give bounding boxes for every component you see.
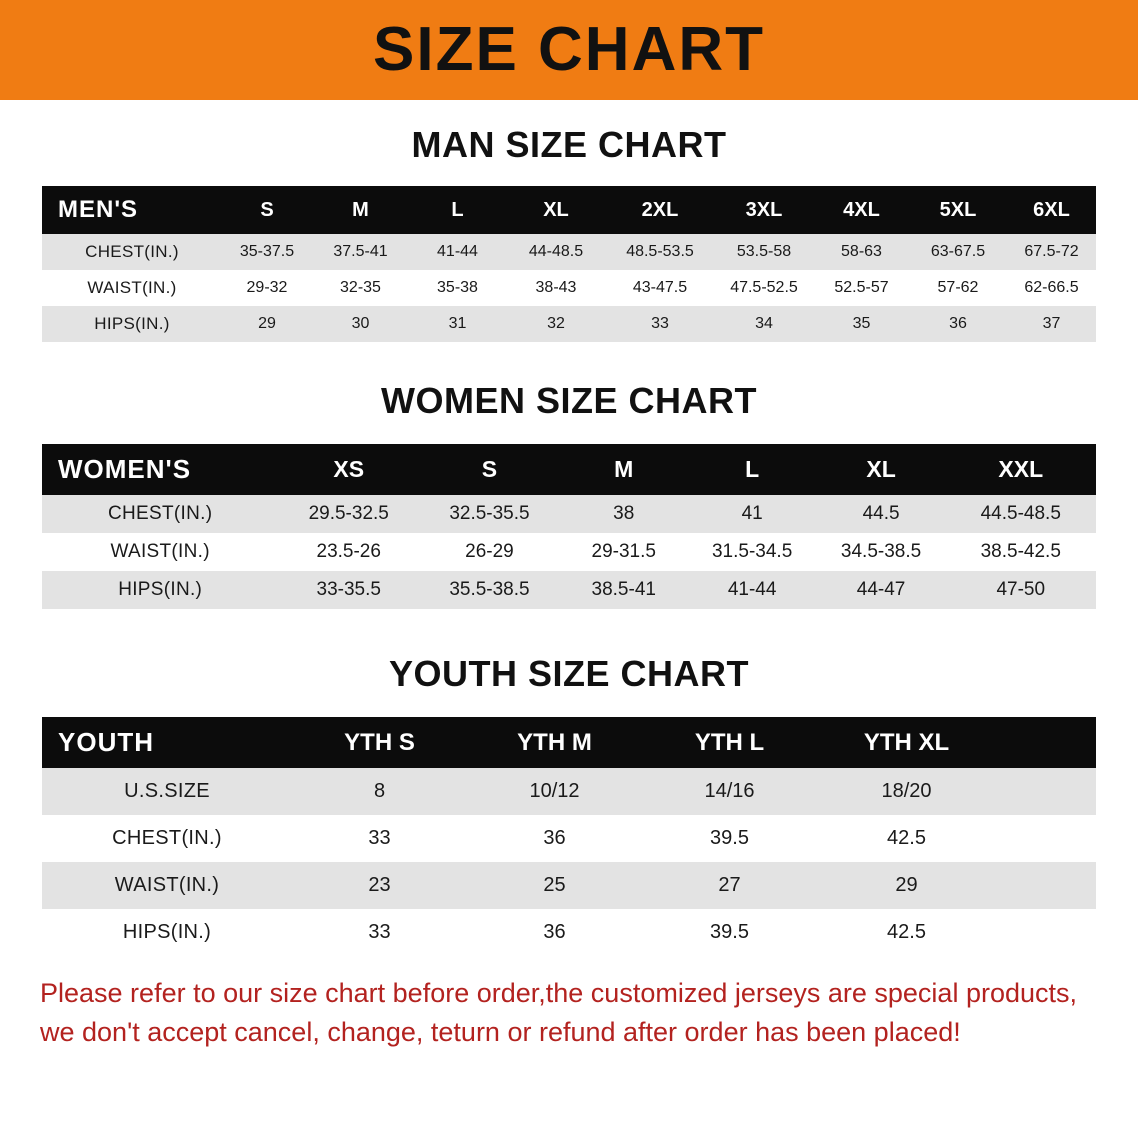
table-row: [42, 768, 1096, 815]
youth-hips-2: 39.5: [642, 909, 817, 956]
youth-waist-empty: [996, 862, 1096, 909]
women-size-table: [42, 444, 1096, 609]
table-row: [42, 495, 1096, 533]
table-row: [42, 815, 1096, 862]
women-hips-1: 35.5-38.5: [419, 571, 560, 609]
youth-col-2: YTH L: [642, 717, 817, 768]
youth-size-table: [42, 717, 1096, 956]
women-col-5: XXL: [946, 444, 1096, 495]
man-section-title: MAN SIZE CHART: [411, 124, 727, 165]
table-row: [42, 909, 1096, 956]
women-waist-4: 34.5-38.5: [817, 533, 946, 571]
women-row-label-hips: HIPS(IN.): [42, 571, 278, 609]
man-waist-0: 29-32: [222, 270, 312, 306]
women-col-4: XL: [817, 444, 946, 495]
man-chest-0: 35-37.5: [222, 234, 312, 270]
man-chest-3: 44-48.5: [506, 234, 606, 270]
women-hips-2: 38.5-41: [560, 571, 688, 609]
table-row: [42, 306, 1096, 342]
women-chest-4: 44.5: [817, 495, 946, 533]
man-waist-2: 35-38: [409, 270, 506, 306]
youth-table-wrapper: [0, 717, 1138, 956]
youth-col-1: YTH M: [467, 717, 642, 768]
man-corner-label: MEN'S: [42, 186, 222, 234]
women-chest-0: 29.5-32.5: [278, 495, 419, 533]
table-row: [42, 234, 1096, 270]
youth-corner-label: YOUTH: [42, 717, 292, 768]
man-hips-5: 34: [714, 306, 814, 342]
man-waist-4: 43-47.5: [606, 270, 714, 306]
women-waist-0: 23.5-26: [278, 533, 419, 571]
youth-chest-3: 42.5: [817, 815, 996, 862]
women-hips-0: 33-35.5: [278, 571, 419, 609]
women-chest-3: 41: [688, 495, 817, 533]
order-policy-notice: [40, 974, 1098, 1052]
women-row-label-waist: WAIST(IN.): [42, 533, 278, 571]
women-table-header-row: [42, 444, 1096, 495]
youth-ussize-2: 14/16: [642, 768, 817, 815]
man-col-5: 3XL: [714, 186, 814, 234]
youth-col-3: YTH XL: [817, 717, 996, 768]
youth-hips-3: 42.5: [817, 909, 996, 956]
youth-row-label-ussize: U.S.SIZE: [42, 768, 292, 815]
man-col-8: 6XL: [1007, 186, 1096, 234]
size-chart-banner: [0, 0, 1138, 100]
youth-col-empty: [996, 717, 1096, 768]
youth-section-title: YOUTH SIZE CHART: [388, 653, 749, 694]
youth-row-label-waist: WAIST(IN.): [42, 862, 292, 909]
women-waist-1: 26-29: [419, 533, 560, 571]
man-hips-2: 31: [409, 306, 506, 342]
man-hips-7: 36: [909, 306, 1007, 342]
youth-waist-0: 23: [292, 862, 467, 909]
man-size-table: [42, 186, 1096, 342]
man-waist-1: 32-35: [312, 270, 409, 306]
women-col-0: XS: [278, 444, 419, 495]
notice-line-2: we don't accept cancel, change, teturn or refund after order has been placed!: [40, 1017, 961, 1048]
table-row: [42, 862, 1096, 909]
table-row: [42, 571, 1096, 609]
youth-waist-3: 29: [817, 862, 996, 909]
man-table-header-row: [42, 186, 1096, 234]
notice-line-1: Please refer to our size chart before order,the customized jerseys are special products,: [40, 978, 1078, 1008]
youth-hips-empty: [996, 909, 1096, 956]
man-col-2: L: [409, 186, 506, 234]
man-col-4: 2XL: [606, 186, 714, 234]
youth-table-header-row: [42, 717, 1096, 768]
women-chest-2: 38: [560, 495, 688, 533]
youth-waist-1: 25: [467, 862, 642, 909]
youth-ussize-3: 18/20: [817, 768, 996, 815]
man-table-wrapper: [0, 186, 1138, 342]
man-col-6: 4XL: [814, 186, 909, 234]
youth-ussize-empty: [996, 768, 1096, 815]
man-waist-6: 52.5-57: [814, 270, 909, 306]
man-waist-8: 62-66.5: [1007, 270, 1096, 306]
man-chest-6: 58-63: [814, 234, 909, 270]
man-chest-2: 41-44: [409, 234, 506, 270]
man-row-label-hips: HIPS(IN.): [42, 306, 222, 342]
women-col-1: S: [419, 444, 560, 495]
women-waist-3: 31.5-34.5: [688, 533, 817, 571]
man-chest-4: 48.5-53.5: [606, 234, 714, 270]
man-hips-8: 37: [1007, 306, 1096, 342]
youth-chest-1: 36: [467, 815, 642, 862]
youth-chest-empty: [996, 815, 1096, 862]
youth-row-label-hips: HIPS(IN.): [42, 909, 292, 956]
youth-chest-0: 33: [292, 815, 467, 862]
women-chest-5: 44.5-48.5: [946, 495, 1096, 533]
man-row-label-waist: WAIST(IN.): [42, 270, 222, 306]
man-hips-0: 29: [222, 306, 312, 342]
youth-col-0: YTH S: [292, 717, 467, 768]
man-col-1: M: [312, 186, 409, 234]
man-waist-7: 57-62: [909, 270, 1007, 306]
man-col-7: 5XL: [909, 186, 1007, 234]
women-chest-1: 32.5-35.5: [419, 495, 560, 533]
youth-hips-1: 36: [467, 909, 642, 956]
table-row: [42, 270, 1096, 306]
women-col-3: L: [688, 444, 817, 495]
youth-ussize-1: 10/12: [467, 768, 642, 815]
youth-row-label-chest: CHEST(IN.): [42, 815, 292, 862]
man-waist-5: 47.5-52.5: [714, 270, 814, 306]
youth-ussize-0: 8: [292, 768, 467, 815]
youth-waist-2: 27: [642, 862, 817, 909]
women-row-label-chest: CHEST(IN.): [42, 495, 278, 533]
man-hips-3: 32: [506, 306, 606, 342]
women-corner-label: WOMEN'S: [42, 444, 278, 495]
man-chest-7: 63-67.5: [909, 234, 1007, 270]
man-hips-1: 30: [312, 306, 409, 342]
man-row-label-chest: CHEST(IN.): [42, 234, 222, 270]
women-col-2: M: [560, 444, 688, 495]
man-chest-5: 53.5-58: [714, 234, 814, 270]
women-table-wrapper: [0, 444, 1138, 609]
youth-hips-0: 33: [292, 909, 467, 956]
man-col-0: S: [222, 186, 312, 234]
table-row: [42, 533, 1096, 571]
women-hips-5: 47-50: [946, 571, 1096, 609]
man-hips-6: 35: [814, 306, 909, 342]
man-waist-3: 38-43: [506, 270, 606, 306]
man-col-3: XL: [506, 186, 606, 234]
page-title: SIZE CHART: [373, 15, 765, 84]
women-hips-3: 41-44: [688, 571, 817, 609]
women-waist-5: 38.5-42.5: [946, 533, 1096, 571]
women-section-title: WOMEN SIZE CHART: [381, 380, 757, 421]
women-hips-4: 44-47: [817, 571, 946, 609]
youth-chest-2: 39.5: [642, 815, 817, 862]
man-chest-1: 37.5-41: [312, 234, 409, 270]
man-chest-8: 67.5-72: [1007, 234, 1096, 270]
man-hips-4: 33: [606, 306, 714, 342]
women-waist-2: 29-31.5: [560, 533, 688, 571]
